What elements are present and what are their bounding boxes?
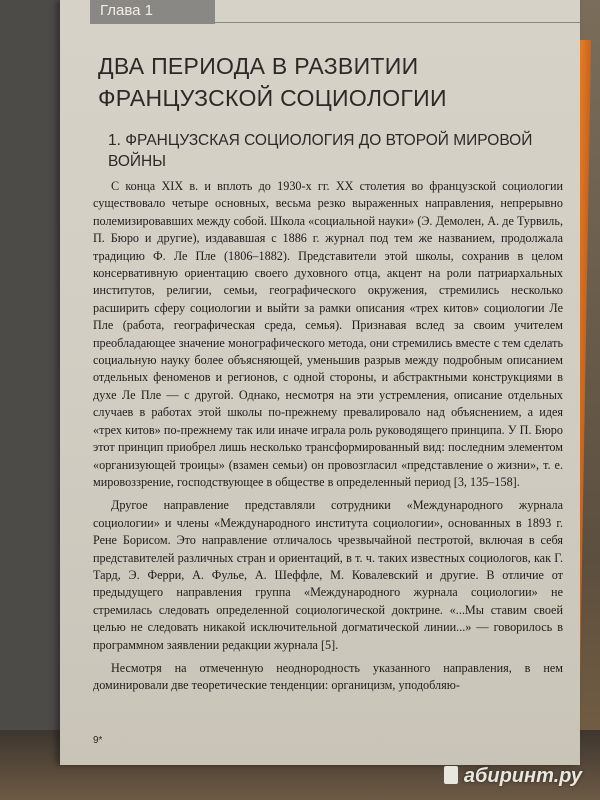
chapter-rule (90, 22, 580, 23)
watermark (444, 765, 582, 788)
watermark-text: абиринт.ру (463, 765, 582, 787)
body-text (93, 178, 563, 695)
paragraph: Несмотря на отмеченную неоднородность указанного направления, в нем доминировали две теоретические тенденции: органицизм, уподобляю- (93, 660, 563, 693)
chapter-label: Глава 1 (90, 0, 215, 24)
book-page (60, 0, 580, 765)
page-number: 9* (93, 735, 103, 746)
chapter-title: ДВА ПЕРИОДА В РАЗВИТИИ ФРАНЦУЗСКОЙ СОЦИОЛОГИИ (98, 53, 447, 111)
labirint-logo-icon (444, 766, 458, 784)
paragraph: Другое направление представляли сотрудники «Международного журнала социологии» и члены «Международного института социологии», основанных в 1893 г. Рене Борисом. Это направление отличалось чрезвычайной пестротой, включая в себя представителей различных стран и ориентаций, в т. ч. таких известных социологов, как Г. Тард, Э. Ферри, А. Фулье, А. Шеффле, М. Ковалевский и другие. В отличие от предыдущего направления группа «Международного журнала социологии» не стремилась следовать определенной социологической доктрине. «...Мы ставим своей целью не следовать никакой исключительной догматической линии...» — говорилось в программном заявлении редакции журнала [5]. (93, 498, 563, 652)
paragraph: С конца XIX в. и вплоть до 1930-х гг. XX столетия во французской социологии существовало четыре основных, весьма резко выраженных направления, непрерывно полемизировавших между собой. Школа «социальной науки» (Э. Демолен, А. де Турвиль, П. Бюро и другие), издававшая с 1886 г. журнал под тем же названием, продолжала традицию Ф. Ле Пле (1806–1882). Представители этой школы, сохранив в целом консервативную ориентацию своего духовного отца, акцент на роли патриархальных институтов, религии, семьи, географического окружения, стремились несколько расширить сферу социологии и выйти за рамки описания «трех китов» социологии Ле Пле (работа, географическая среда, семья). Признавая вслед за своим учителем преобладающее значение монографического метода, они стремились вместе с тем сделать социальную науку более объясняющей, уменьшив разрыв между подробным описанием отдельных феноменов и регионов, с одной стороны, и абстрактными конструкциями в духе Ле Пле — с другой. Однако, несмотря на эти устремления, описание отдельных случаев в работах этой школы по-прежнему превалировало над объяснением, а идея «трех китов» по-прежнему так или иначе играла роль руководящего принципа. У П. Бюро этот принцип приобрел лишь несколько трансформированный вид: последним элементом «организующей троицы» (взамен семьи) он провозгласил «представление о жизни», т. е. мировоззрение, господствующее в обществе в определенный период [3, 135–158]. (93, 179, 563, 489)
section-title: 1. ФРАНЦУЗСКАЯ СОЦИОЛОГИЯ ДО ВТОРОЙ МИРОВОЙ ВОЙНЫ (108, 132, 533, 170)
